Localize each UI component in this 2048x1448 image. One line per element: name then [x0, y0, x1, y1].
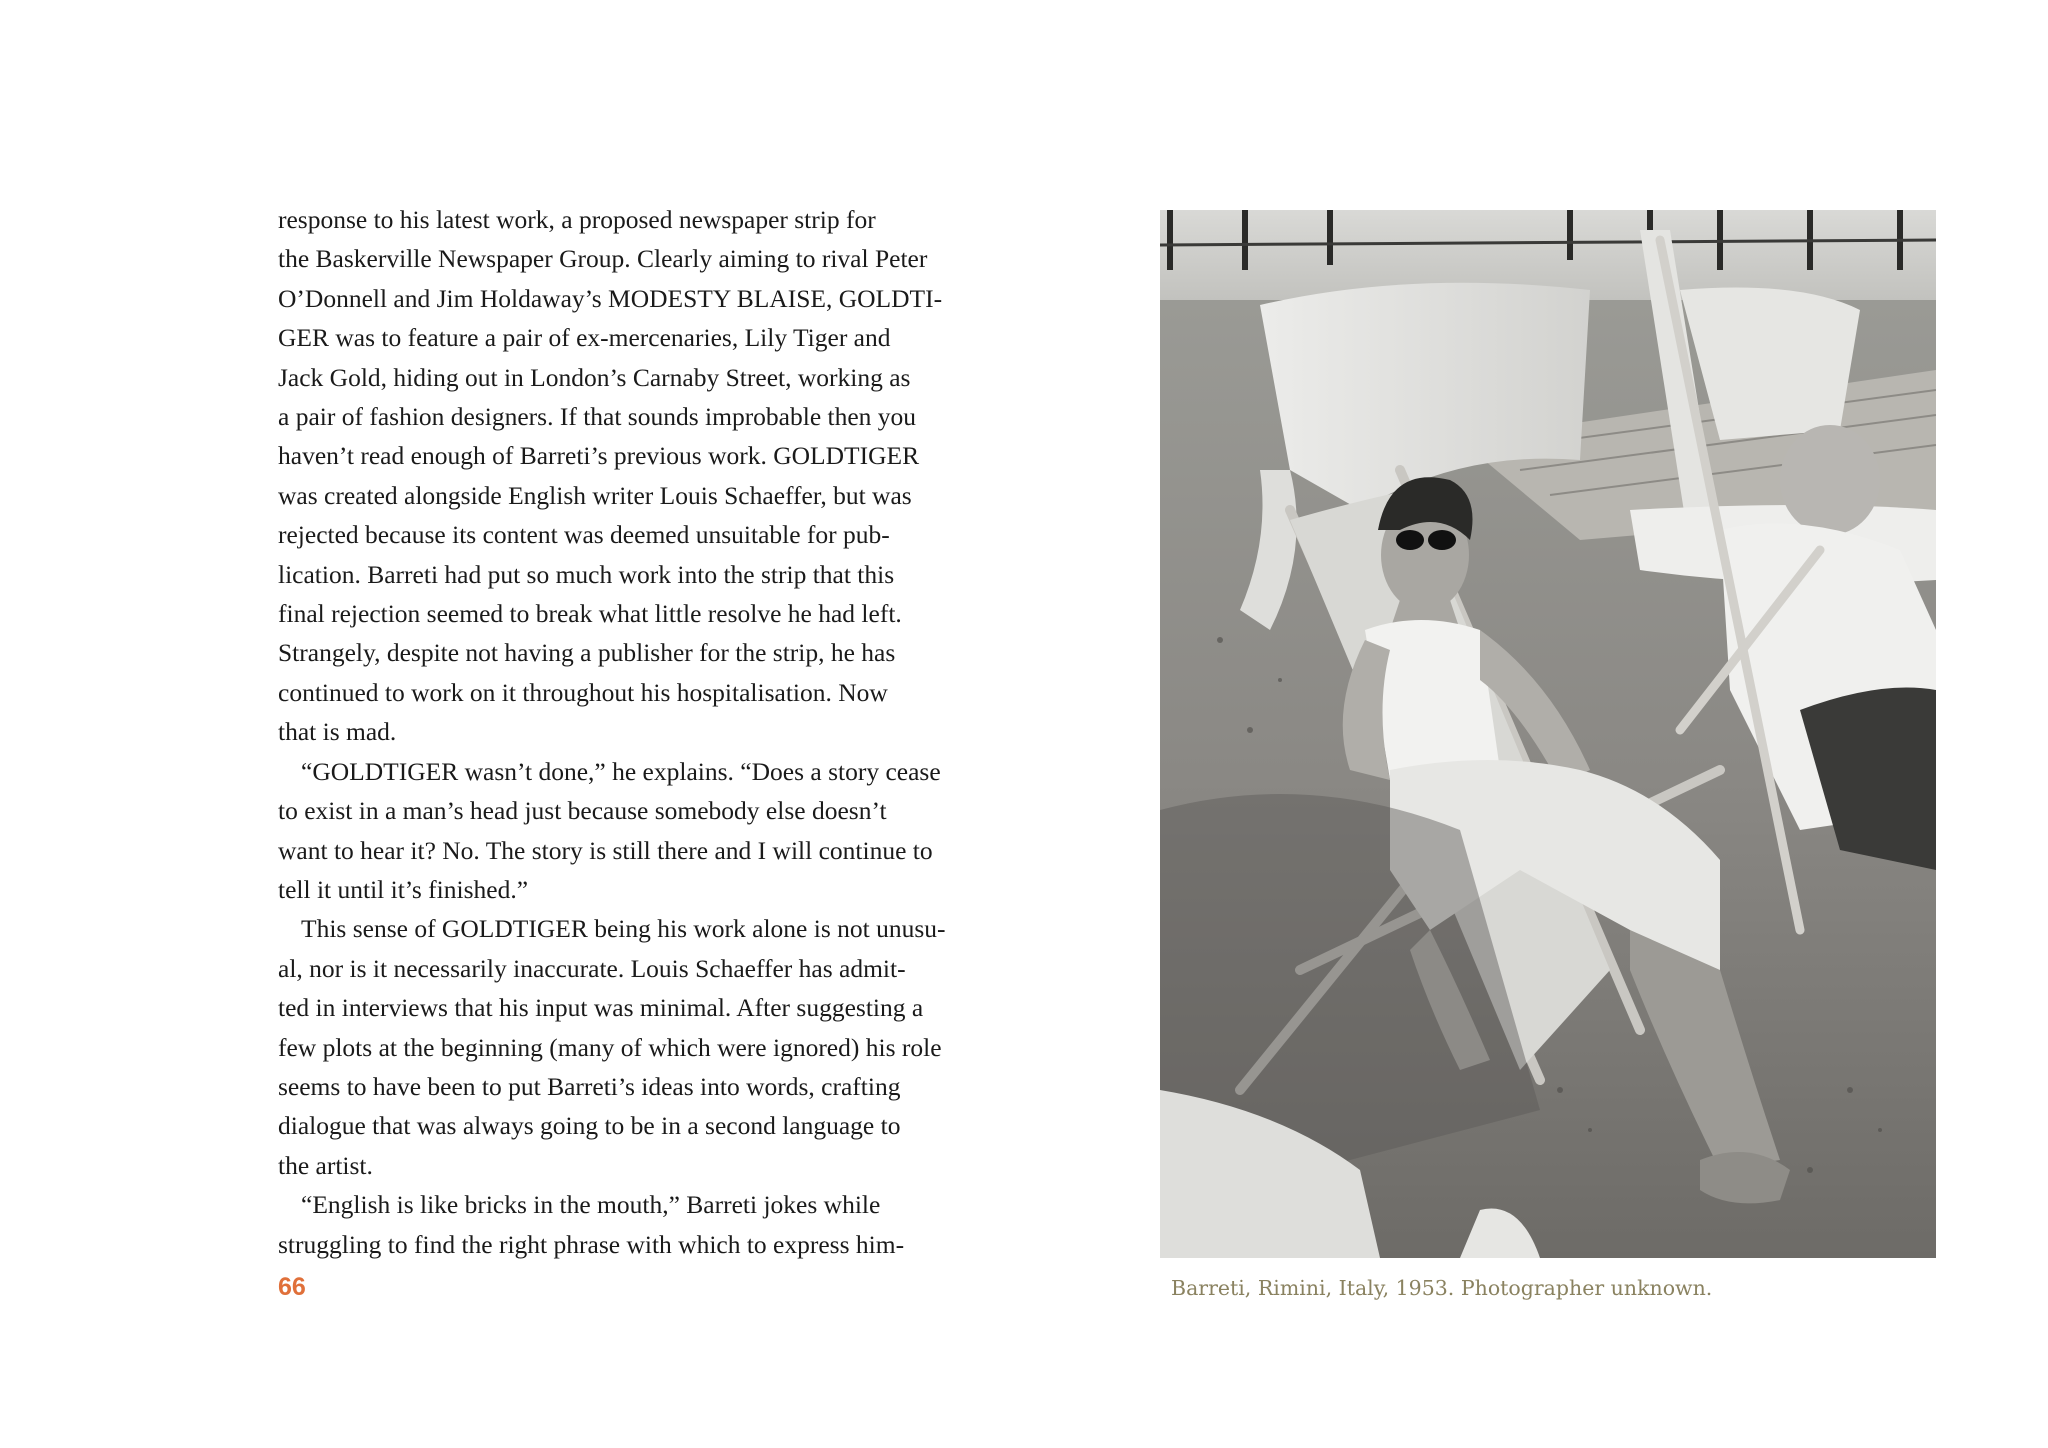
photo-caption: Barreti, Rimini, Italy, 1953. Photographer unknown. — [1171, 1276, 1713, 1300]
paragraph: This sense of GOLDTIGER being his work alone is not unusu- al, nor is it necessarily inaccurate. Louis Schaeffer has admit- ted in interviews that his input was minimal. After suggesting a few plots at the beginning (many of which were ignored) his role seems to have been to put Barreti’s ideas into words, crafting dialogue that was always going to be in a second language to the artist. — [278, 914, 946, 1180]
paragraph: “English is like bricks in the mouth,” Barreti jokes while struggling to find the right phrase with which to express him- — [278, 1190, 905, 1259]
paragraph: “GOLDTIGER wasn’t done,” he explains. “Does a story cease to exist in a man’s head just because somebody else doesn’t want to hear it? No. The story is still there and I will continue to tell it until it’s finished.” — [278, 756, 941, 904]
page-number: 66 — [278, 1273, 306, 1301]
beach-photo — [1160, 210, 1936, 1258]
article-body — [278, 200, 1058, 1264]
paragraph: response to his latest work, a proposed newspaper strip for the Baskerville Newspaper Group. Clearly aiming to rival Peter O’Donnell and Jim Holdaway’s MODESTY BLAISE, GOLDTI- GER was to feature a pair of ex-mercenaries, Lily Tiger and Jack Gold, hiding out in London’s Carnaby Street, working as a pair of fashion designers. If that sounds improbable then you haven’t read enough of Barreti’s previous work. GOLDTIGER was created alongside English writer Louis Schaeffer, but was rejected because its content was deemed unsuitable for pub- lication. Barreti had put so much work into the strip that this final rejection seemed to break what little resolve he had left. Strangely, despite not having a publisher for the strip, he has continued to work on it throughout his hospitalisation. Now that is mad. — [278, 205, 943, 747]
photo-illustration — [1160, 210, 1936, 1258]
